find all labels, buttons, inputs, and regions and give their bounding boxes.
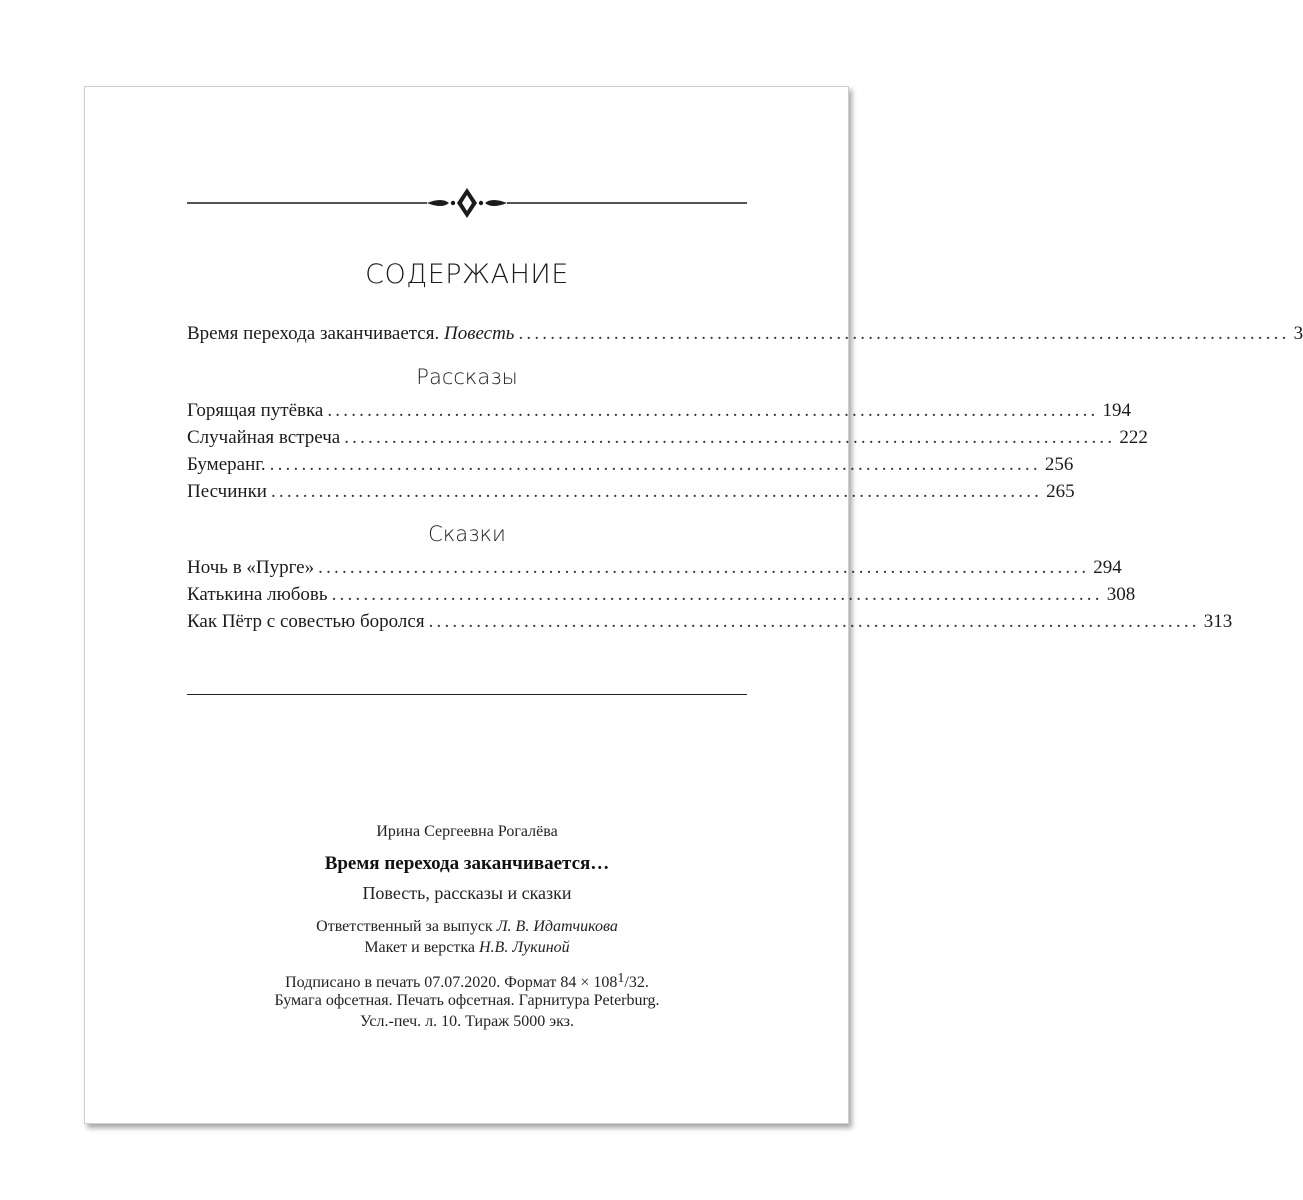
toc-entry (187, 584, 1136, 606)
format-den: /32. (624, 974, 649, 991)
leader-dots: ................................................................................................. (270, 481, 1043, 502)
toc-entry-main (187, 323, 1303, 345)
imprint-paper: Бумага офсетная. Печать офсетная. Гарнитура Peterburg. (274, 992, 660, 1009)
imprint-layout (187, 939, 747, 957)
leader-dots: ................................................................................................. (318, 557, 1090, 578)
format-sup: 1 (617, 971, 625, 986)
toc-entry-title: Случайная встреча (187, 427, 341, 448)
toc-entry-title: Ночь в «Пурге» (187, 557, 315, 578)
responsible-name: Л. В. Идатчикова (496, 918, 618, 935)
toc-entry-title: Горящая путёвка (187, 400, 324, 421)
leader-dots: ................................................................................................. (518, 323, 1290, 344)
imprint-subtitle: Повесть, рассказы и сказки (362, 883, 572, 903)
toc-entry (187, 427, 1148, 449)
toc-entry-page: 222 (1119, 427, 1148, 448)
leader-dots: ................................................................................................. (269, 454, 1041, 475)
toc-entry (187, 557, 1122, 579)
leader-dots: ................................................................................................. (331, 584, 1103, 605)
imprint-author: Ирина Сергеевна Рогалёва (376, 823, 558, 840)
toc-entry-page: 294 (1093, 557, 1122, 578)
toc-entry (187, 481, 1075, 503)
responsible-label: Ответственный за выпуск (316, 918, 493, 935)
toc-entry (187, 611, 1233, 633)
toc-entry (187, 454, 1074, 476)
toc-entry-page: 256 (1044, 454, 1074, 475)
imprint-responsible (187, 918, 747, 936)
signed-text: Подписано в печать 07.07.2020. Формат 84 × 108 (285, 974, 618, 991)
section-title-stories: Рассказы (416, 365, 518, 389)
toc-entry-title: Песчинки (187, 481, 267, 502)
divider-rule (187, 694, 747, 695)
leader-dots: ................................................................................................. (344, 427, 1116, 448)
section-title-tales: Сказки (428, 522, 506, 546)
imprint-book-title: Время перехода заканчивается… (324, 853, 610, 874)
toc-entry-genre: Повесть (443, 323, 515, 344)
toc-entry-page: 308 (1106, 584, 1136, 605)
toc-entry-title: Катькина любовь (187, 584, 328, 605)
toc-entry-page: 3 (1293, 323, 1303, 344)
imprint-print-run: Усл.-печ. л. 10. Тираж 5000 экз. (360, 1013, 574, 1030)
toc-title: СОДЕРЖАНИЕ (365, 259, 569, 290)
leader-dots: ................................................................................................. (428, 611, 1200, 632)
toc-entry-page: 194 (1102, 400, 1132, 421)
toc-entry (187, 400, 1132, 422)
layout-label: Макет и верстка (364, 939, 475, 956)
leader-dots: ................................................................................................. (327, 400, 1099, 421)
book-page (84, 86, 1303, 1124)
toc-entry-page: 265 (1046, 481, 1075, 502)
toc-entry-title: Время перехода заканчивается. (187, 323, 440, 344)
toc-entry-title: Бумеранг. (187, 454, 266, 475)
toc-entry-page: 313 (1203, 611, 1233, 632)
diamond-flourish-icon (187, 187, 747, 219)
imprint-signed (187, 971, 747, 992)
toc-entry-title: Как Пётр с совестью боролся (187, 611, 425, 632)
layout-name: Н.В. Лукиной (478, 939, 570, 956)
